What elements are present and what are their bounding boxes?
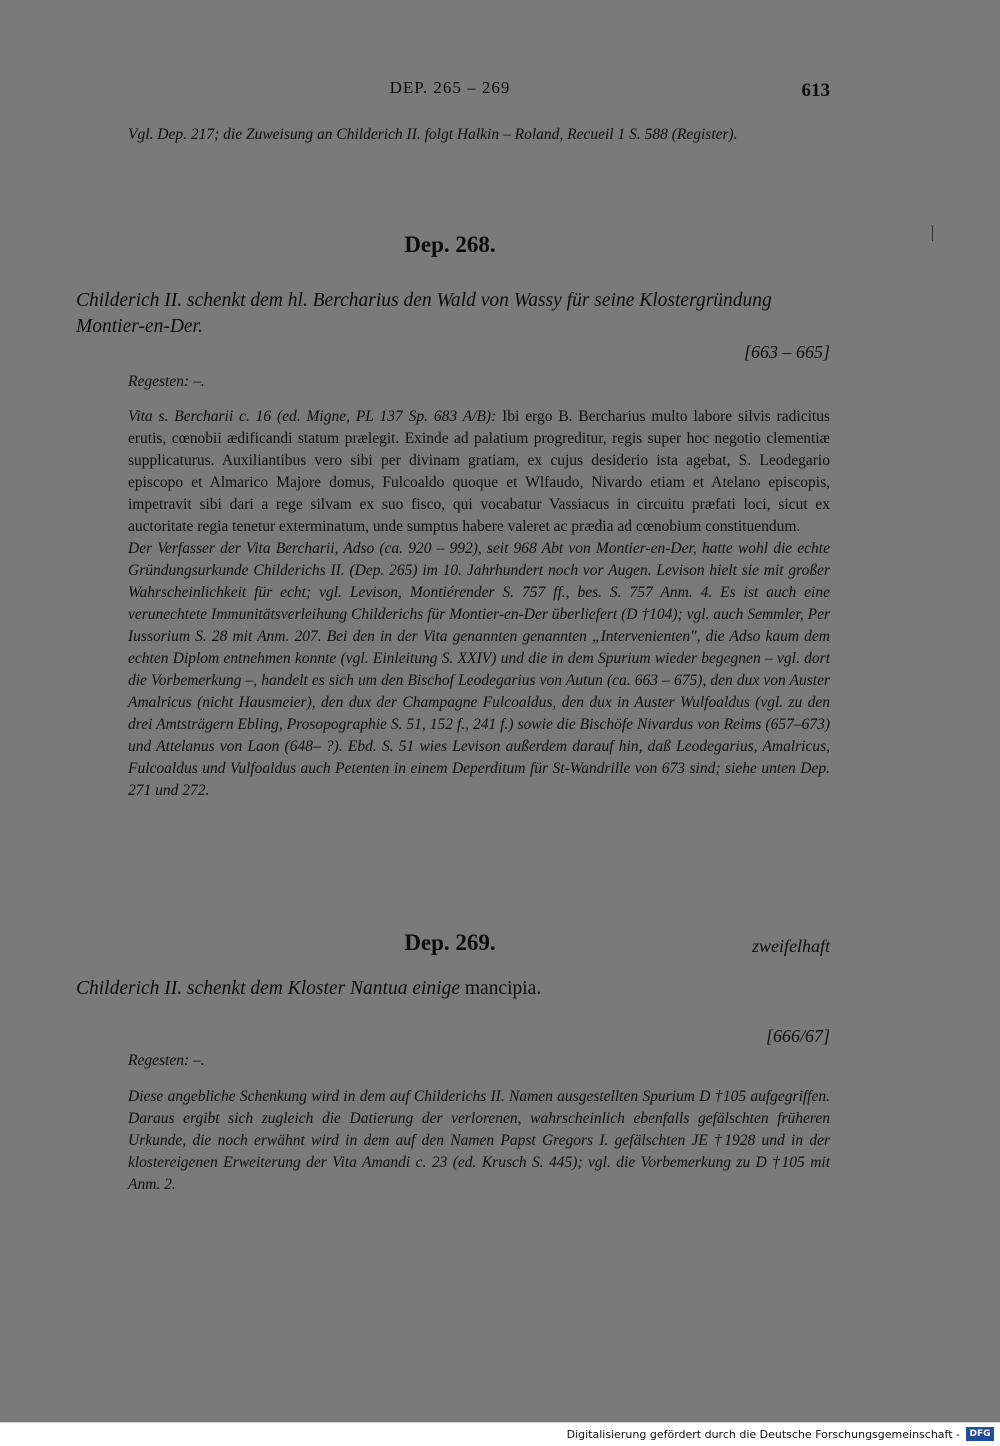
dep-268-body (128, 406, 830, 802)
dep-268-source-ref: Vita s. Bercharii c. 16 (ed. Migne, PL 137 Sp. 683 A/B): (128, 408, 497, 425)
dep-268-date: [663 – 665] (743, 342, 830, 362)
dep-268-title: Dep. 268. (404, 232, 496, 257)
dfg-logo-icon: DFG (966, 1427, 994, 1441)
scan-mark (932, 225, 933, 241)
dep-269-date: [666/67] (765, 1026, 830, 1046)
dep-269-summary-roman: mancipia. (464, 978, 542, 999)
footer-bar (0, 1422, 1000, 1446)
running-head: DEP. 265 – 269 (389, 78, 511, 97)
dep-269-summary (76, 976, 832, 1002)
dep-268-summary: Childerich II. schenkt dem hl. Bercharius den Wald von Wassy für seine Klostergründung Montier-en-Der. (76, 290, 772, 337)
dep-269-title: Dep. 269. (404, 930, 496, 955)
dep-269-regesten: Regesten: –. (128, 1052, 205, 1069)
dep-268-commentary: Der Verfasser der Vita Bercharii, Adso (ca. 920 – 992), seit 968 Abt von Montier-en-Der, hatte wohl die echte Gründungsurkunde Childerichs II. (Dep. 265) im 10. Jahrhundert noch vor Augen. Levison hielt sie mit großer Wahrscheinlichkeit für echt; vgl. Levison, Montiérender S. 757 ff., bes. S. 757 Anm. 4. Es ist auch eine verunechtete Immunitätsverleihung Childerichs für Montier-en-Der überliefert (D †104); vgl. auch Semmler, Per Iussorium S. 28 mit Anm. 207. Bei den in der Vita genannten genannten „Intervenienten", die Adso kaum dem echten Diplom entnehmen konnte (vgl. Einleitung S. XXIV) und die in dem Spurium wieder begegnen – vgl. dort die Vorbemerkung –, handelt es sich um den Bischof Leodegarius von Autun (ca. 663 – 675), den dux von Auster Amalricus (nicht Hausmeier), den dux der Champagne Fulcoaldus, den dux in Auster Wulfoaldus (vgl. zu den drei Amtsträgern Ebling, Prosopographie S. 51, 152 f., 241 f.) sowie die Bischöfe Nivardus von Reims (657–673) und Attelanus von Laon (648– ?). Ebd. S. 51 wies Levison außerdem darauf hin, daß Leodegarius, Amalricus, Fulcoaldus und Vulfoaldus auch Petenten in einem Deperditum für St-Wandrille von 673 sind; siehe unten Dep. 271 und 272. (128, 540, 830, 799)
footer-credit: Digitalisierung gefördert durch die Deutsche Forschungsgemeinschaft - (566, 1428, 960, 1441)
dep-268-latin-text: Ibi ergo B. Bercharius multo labore silvis radicitus erutis, cœnobii ædificandi statum prælegit. Exinde ad palatium progreditur, regis super hoc negotio clementiæ supplicaturus. Auxiliantibus vero sibi per divinam gratiam, ex cujus desiderio ista agebat, S. Leodegario episcopo et Almarico Majore domus, Fulcoaldo quoque et Wlfaudo, Nivardo etiam et Atelano episcopis, impetravit sibi dari a rege silvam ex suo fisco, qui vocabatur Vassiacus in circuitu præfati loci, sicut ex auctoritate regia tenetur exterminatum, unde sumptus habere valeret ac prædia ad cœnobium constituendum. (128, 408, 831, 535)
dep-268-source-paragraph (128, 406, 830, 538)
dep-269-commentary: Diese angebliche Schenkung wird in dem auf Childerichs II. Namen ausgestellten Spurium D †105 aufgegriffen. Daraus ergibt sich zugleich die Datierung der verlorenen, wahrscheinlich ebenfalls gefälschten früheren Urkunde, die noch erwähnt wird in dem auf den Namen Papst Gregors I. gefälschten JE †1928 und in der klostereigenen Erweiterung der Vita Amandi c. 23 (ed. Krusch S. 445); vgl. die Vorbemerkung zu D †105 mit Anm. 2. (128, 1088, 830, 1193)
intro-note: Vgl. Dep. 217; die Zuweisung an Childerich II. folgt Halkin – Roland, Recueil 1 S. 588 (Register). (128, 126, 738, 143)
page-number: 613 (801, 80, 830, 101)
dep-269-summary-italic: Childerich II. schenkt dem Kloster Nantua einige (76, 978, 460, 999)
dep-268-regesten: Regesten: –. (128, 373, 205, 390)
dep-269-qualifier: zweifelhaft (752, 936, 830, 956)
